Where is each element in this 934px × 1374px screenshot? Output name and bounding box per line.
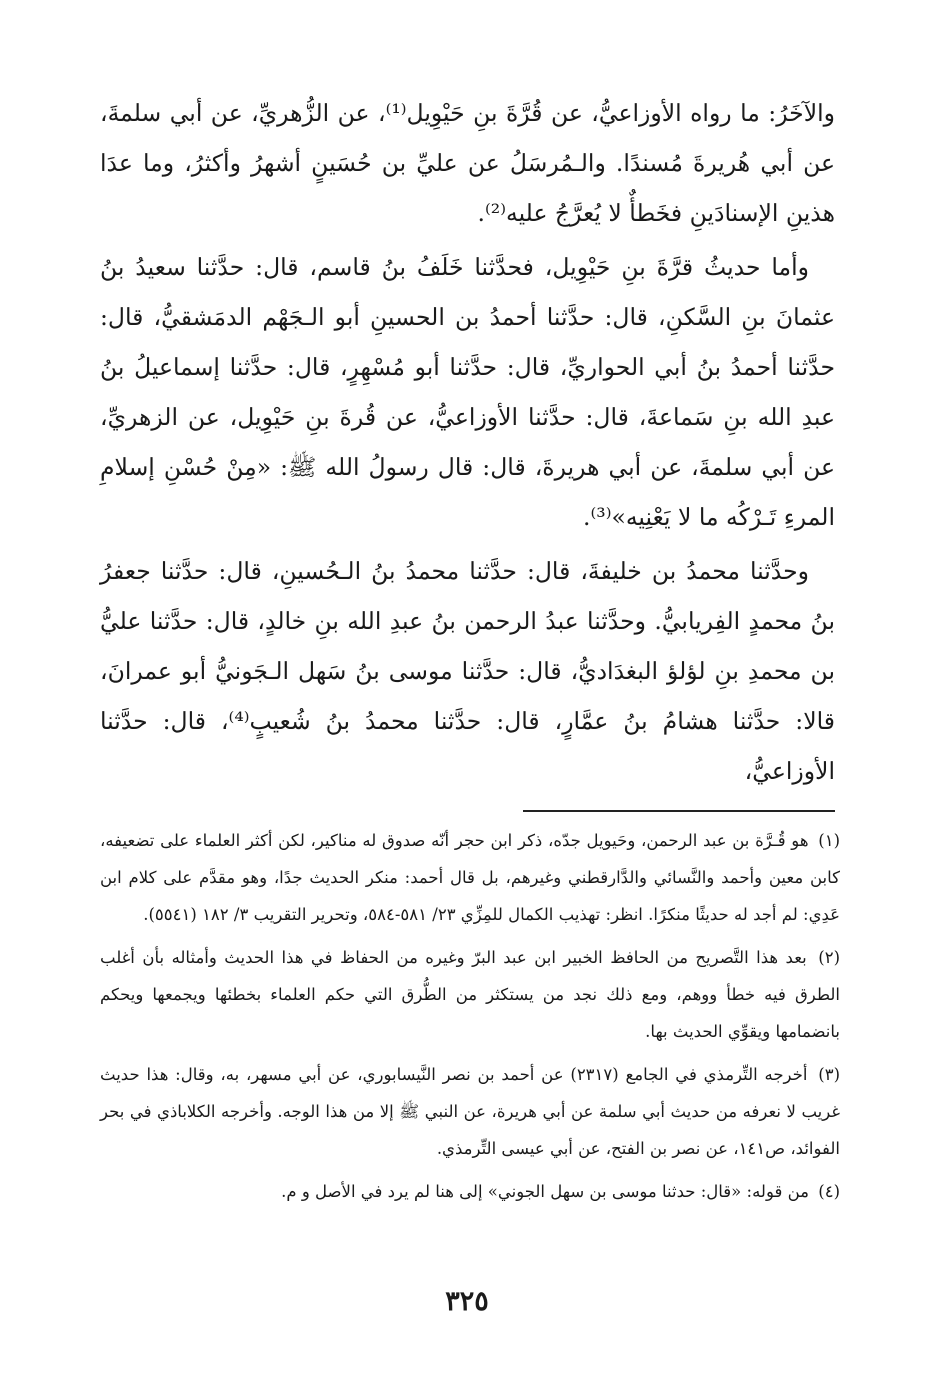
footnote-number: (٤) <box>818 1182 840 1201</box>
footnote-3 <box>100 1056 840 1167</box>
paragraph-3: وحدَّثنا محمدُ بن خليفةَ، قال: حدَّثنا محمدُ بنُ الـحُسينِ، قال: حدَّثنا جعفرُ بنُ محمدٍ الفِريابيُّ. وحدَّثنا عبدُ الرحمن بنُ عبدِ الله بنِ خالدٍ، قال: حدَّثنا عليُّ بن محمدِ بنِ لؤلؤ البغدَاديُّ، قال: حدَّثنا موسى بنُ سَهل الـجَونيُّ أبو عمرانَ، قالا: حدَّثنا هشامُ بنُ عمَّارٍ، قال: حدَّثنا محمدُ بنُ شُعيبٍ⁽⁴⁾، قال: حدَّثنا الأوزاعيُّ، <box>100 557 835 785</box>
footnote-number: (١) <box>818 831 840 850</box>
footnote-number: (٣) <box>818 1065 840 1084</box>
footnote-4 <box>100 1173 840 1210</box>
paragraph-2: وأما حديثُ قرَّةَ بنِ حَيْوِيل، فحدَّثنا خَلَفُ بنُ قاسم، قال: حدَّثنا سعيدُ بنُ عثمانَ بنِ السَّكنِ، قال: حدَّثنا أحمدُ بن الحسينِ أبو الـجَهْم الدمَشقيُّ، قال: حدَّثنا أحمدُ بنُ أبي الحواريِّ، قال: حدَّثنا أبو مُسْهِرٍ، قال: حدَّثنا إسماعيلُ بنُ عبدِ الله بنِ سَماعةَ، قال: حدَّثنا الأوزاعيُّ، عن قُرةَ بنِ حَيْوِيل، عن الزهريِّ، عن أبي سلمةَ، عن أبي هريرةَ، قال: قال رسولُ الله ﷺ: «مِنْ حُسْنِ إسلامِ المرءِ تَـرْكُه ما لا يَعْنِيه»⁽³⁾. <box>100 253 835 531</box>
footnote-text: أخرجه التِّرمذي في الجامع (٢٣١٧) عن أحمد بن نصر النَّيسابوري، عن أبي مسهر، به، وقال: هذا حديث غريب لا نعرفه من حديث أبي سلمة عن أبي هريرة، عن النبي ﷺ إلا من هذا الوجه. وأخرجه الكلاباذي في بحر الفوائد، ص١٤١، عن نصر بن الفتح، عن أبي عيسى التِّرمذي. <box>100 1065 840 1158</box>
footnote-text: من قوله: «قال: حدثنا موسى بن سهل الجوني» إلى هنا لم يرد في الأصل و م. <box>281 1182 809 1201</box>
footnote-text: بعد هذا التَّصريح من الحافظ الخبير ابن عبد البرّ وغيره من الحفاظ في هذا الحديث وأمثاله بأن أغلب الطرق فيه خطأ ووهم، ومع ذلك نجد من يستكثر من الطُّرق التي حكم العلماء بخطئها ويجمعها ويحكم بانضمامها ويقوِّي الحديث بها. <box>100 948 840 1041</box>
footnote-2 <box>100 939 840 1050</box>
footnote-divider <box>523 810 835 812</box>
footnote-1 <box>100 822 840 933</box>
footnotes <box>100 822 840 1216</box>
page-number: ٣٢٥ <box>445 1286 489 1317</box>
paragraph-1: والآخَرُ: ما رواه الأوزاعيُّ، عن قُرَّةَ بنِ حَيْوِيل⁽¹⁾، عن الزُّهريِّ، عن أبي سلمةَ، عن أبي هُريرةَ مُسندًا. والـمُرسَلُ عن عليِّ بن حُسَينٍ أشهرُ وأكثرُ، وما عدَا هذينِ الإسنادَينِ فخَطأٌ لا يُعرَّجُ عليه⁽²⁾. <box>100 99 835 227</box>
footnote-text: هو قُـرَّة بن عبد الرحمن، وحَيويل جدّه، ذكر ابن حجر أنّه صدوق له مناكير، لكن أكثر العلماء على تضعيفه، كابن معين وأحمد والنَّسائي والدَّارقطني وغيرهم، بل قال أحمد: منكر الحديث جدًا، وهو مقدَّم على كلام ابن عَدِي: لم أجد له حديثًا منكرًا. انظر: تهذيب الكمال للمِزِّي ٢٣/ ٥٨١-٥٨٤، وتحرير التقريب ٣/ ١٨٢ (٥٥٤١). <box>100 831 840 924</box>
main-text <box>100 88 835 800</box>
footnote-number: (٢) <box>818 948 840 967</box>
